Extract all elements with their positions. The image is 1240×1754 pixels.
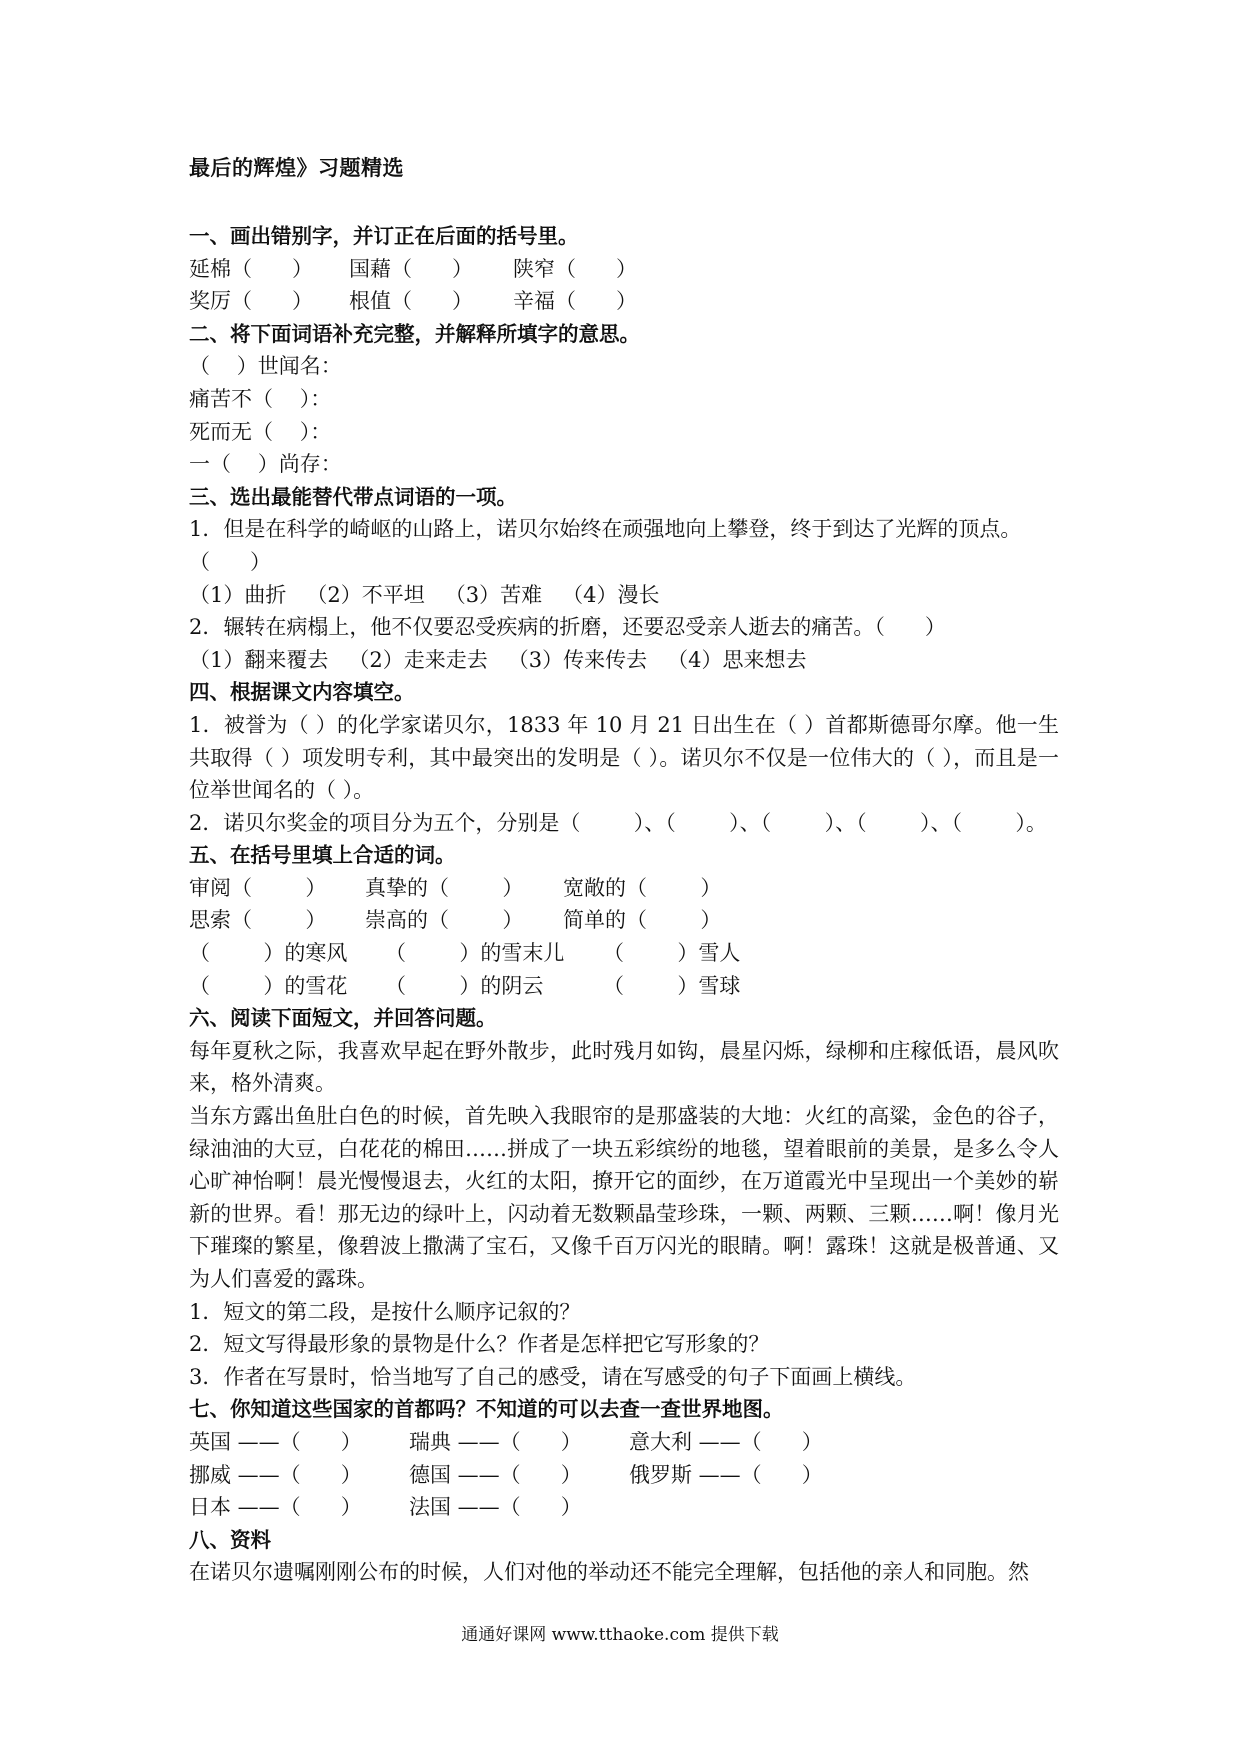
page-footer: 通通好课网 www.tthaoke.com 提供下载 bbox=[461, 1625, 779, 1645]
document-body bbox=[189, 220, 1059, 1589]
page-title: 最后的辉煌》习题精选 bbox=[189, 156, 404, 180]
word-item: 陕窄（ ） bbox=[513, 256, 638, 281]
word-row bbox=[189, 970, 1059, 1003]
word-item: 辛福（ ） bbox=[513, 289, 638, 314]
word-item: （ ）雪人 bbox=[603, 941, 741, 966]
section-heading-3: 三、选出最能替代带点词语的一项。 bbox=[189, 484, 517, 509]
section-heading-5: 五、在括号里填上合适的词。 bbox=[189, 843, 456, 868]
word-row bbox=[189, 285, 1059, 318]
word-item: 宽敞的（ ） bbox=[563, 875, 722, 900]
capital-item: 瑞典 ——（ ） bbox=[409, 1429, 582, 1454]
capital-row bbox=[189, 1426, 1059, 1459]
fill-line: 一（ ）尚存： bbox=[189, 452, 342, 477]
section-heading-2: 二、将下面词语补充完整，并解释所填字的意思。 bbox=[189, 321, 640, 346]
word-item: （ ）的雪花 bbox=[189, 973, 348, 998]
section-heading-7: 七、你知道这些国家的首都吗？不知道的可以去查一查世界地图。 bbox=[189, 1397, 784, 1422]
question-1: 1．但是在科学的崎岖的山路上，诺贝尔始终在顽强地向上攀登，终于到达了光辉的顶点。 bbox=[189, 517, 1022, 542]
reading-paragraph-1: 每年夏秋之际，我喜欢早起在野外散步，此时残月如钩，晨星闪烁，绿柳和庄稼低语，晨风吹来，格外清爽。 bbox=[189, 1038, 1059, 1096]
section-heading-6: 六、阅读下面短文，并回答问题。 bbox=[189, 1006, 497, 1031]
word-row bbox=[189, 872, 1059, 905]
word-item: 奖厉（ ） bbox=[189, 289, 314, 314]
reading-question: 3．作者在写景时，恰当地写了自己的感受，请在写感受的句子下面画上横线。 bbox=[189, 1364, 917, 1389]
word-item: （ ）的雪末儿 bbox=[385, 941, 565, 966]
word-row bbox=[189, 253, 1059, 286]
question-2: 2．辗转在病榻上，他不仅要忍受疾病的折磨，还要忍受亲人逝去的痛苦。（ ） bbox=[189, 615, 946, 640]
word-item: 延棉（ ） bbox=[189, 256, 314, 281]
section-heading-8: 八、资料 bbox=[189, 1527, 271, 1552]
section-heading-4: 四、根据课文内容填空。 bbox=[189, 680, 415, 705]
fill-line: 痛苦不（ ）： bbox=[189, 386, 332, 411]
word-item: （ ）的阴云 bbox=[385, 973, 544, 998]
capital-item: 德国 ——（ ） bbox=[409, 1462, 582, 1487]
options-line: （1）翻来覆去 （2）走来走去 （3）传来传去 （4）思来想去 bbox=[189, 647, 807, 672]
reading-question: 1．短文的第二段，是按什么顺序记叙的？ bbox=[189, 1299, 581, 1324]
reading-question: 2．短文写得最形象的景物是什么？作者是怎样把它写形象的？ bbox=[189, 1332, 770, 1357]
word-item: 根值（ ） bbox=[349, 289, 474, 314]
material-text: 在诺贝尔遗嘱刚刚公布的时候，人们对他的举动还不能完全理解，包括他的亲人和同胞。然 bbox=[189, 1560, 1029, 1585]
reading-paragraph-2: 当东方露出鱼肚白色的时候，首先映入我眼帘的是那盛装的大地：火红的高粱，金色的谷子，绿油油的大豆，白花花的棉田……拼成了一块五彩缤纷的地毯，望着眼前的美景，是多么令人心旷神怡啊！晨光慢慢退去，火红的太阳，撩开它的面纱，在万道霞光中呈现出一个美妙的崭新的世界。看！那无边的绿叶上，闪动着无数颗晶莹珍珠，一颗、两颗、三颗……啊！像月光下璀璨的繁星，像碧波上撒满了宝石，又像千百万闪光的眼睛。啊！露珠！这就是极普通、又为人们喜爱的露珠。 bbox=[189, 1104, 1059, 1291]
word-item: 思索（ ） bbox=[189, 908, 327, 933]
capital-item: 意大利 ——（ ） bbox=[629, 1429, 823, 1454]
fill-paragraph-2: 2．诺贝尔奖金的项目分为五个，分别是（ ）、（ ）、（ ）、（ ）、（ ）。 bbox=[189, 810, 1047, 835]
word-item: 审阅（ ） bbox=[189, 875, 327, 900]
capital-item: 英国 ——（ ） bbox=[189, 1429, 362, 1454]
word-item: 简单的（ ） bbox=[563, 908, 722, 933]
fill-paragraph-1: 1．被誉为（ ）的化学家诺贝尔，1833 年 10 月 21 日出生在（ ）首都斯德哥尔摩。他一生共取得（ ）项发明专利，其中最突出的发明是（ ）。诺贝尔不仅是一位伟大的（ ），而且是一位举世闻名的（ ）。 bbox=[189, 712, 1059, 803]
section-heading-1: 一、画出错别字，并订正在后面的括号里。 bbox=[189, 224, 579, 248]
capital-item: 挪威 ——（ ） bbox=[189, 1462, 362, 1487]
word-item: 崇高的（ ） bbox=[365, 908, 524, 933]
word-item: 国藉（ ） bbox=[349, 256, 474, 281]
fill-line: （ ）世闻名： bbox=[189, 354, 342, 379]
word-item: （ ）的寒风 bbox=[189, 941, 348, 966]
capital-row bbox=[189, 1491, 1059, 1524]
fill-line: 死而无（ ）： bbox=[189, 419, 332, 444]
capital-row bbox=[189, 1459, 1059, 1492]
word-item: 真挚的（ ） bbox=[365, 875, 524, 900]
word-item: （ ）雪球 bbox=[603, 973, 741, 998]
options-line: （1）曲折 （2）不平坦 （3）苦难 （4）漫长 bbox=[189, 582, 660, 607]
answer-blank: （ ） bbox=[189, 549, 272, 574]
capital-item: 日本 ——（ ） bbox=[189, 1495, 362, 1520]
capital-item: 俄罗斯 ——（ ） bbox=[629, 1462, 823, 1487]
word-row bbox=[189, 904, 1059, 937]
capital-item: 法国 ——（ ） bbox=[409, 1495, 582, 1520]
word-row bbox=[189, 937, 1059, 970]
